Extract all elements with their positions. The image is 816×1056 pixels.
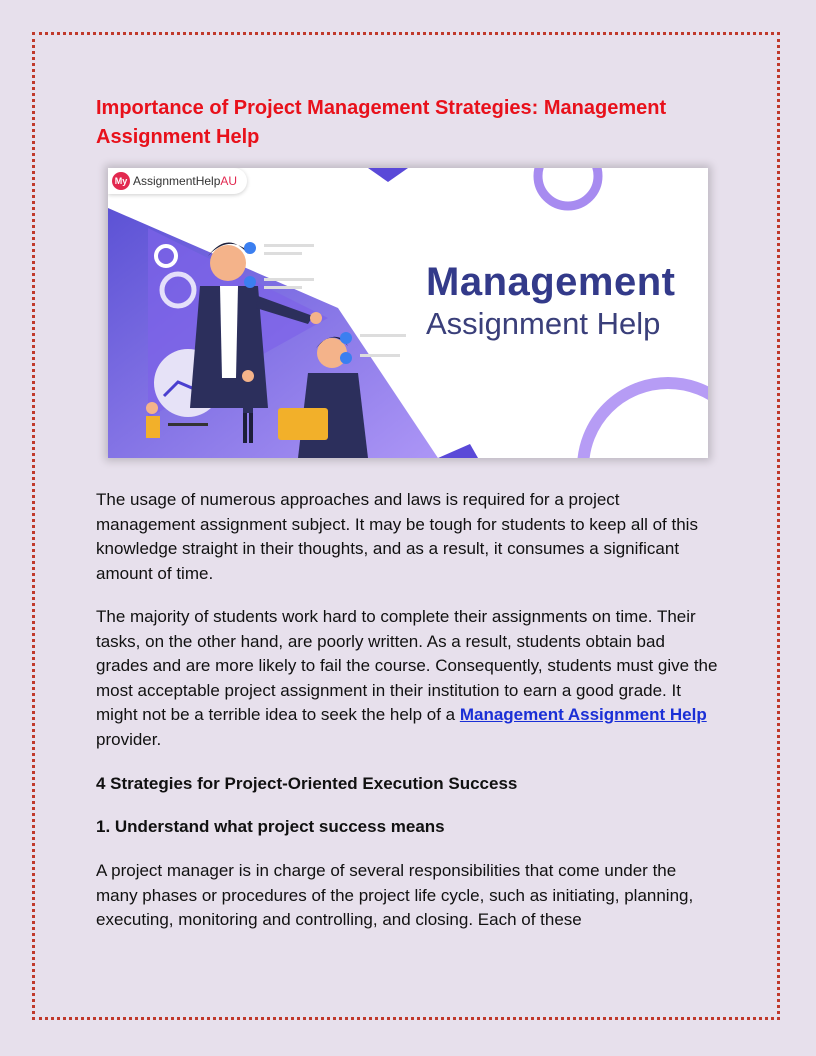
banner-subheading: Assignment Help <box>426 306 661 341</box>
document-body <box>96 94 720 933</box>
paragraph-text-before: The majority of students work hard to complete their assignments on time. Their tasks, on the other hand, are poorly written. As a result, students obtain bad grades and are more likely to fail the course. Consequently, students must give the most acceptable project assignment in their institution to earn a good grade. It might not be a terrible idea to seek the help of a <box>96 607 718 724</box>
banner-heading: Management <box>426 260 676 304</box>
body-paragraph <box>96 605 720 752</box>
intro-paragraph: The usage of numerous approaches and laws is required for a project management assignment subject. It may be tough for students to keep all of this knowledge straight in their thoughts, and as a result, it consumes a significant amount of time. <box>96 490 698 583</box>
paragraph-text-after: provider. <box>96 729 162 749</box>
section-heading: 4 Strategies for Project-Oriented Execution Success <box>96 774 518 793</box>
page-title: Importance of Project Management Strategies: Management Assignment Help <box>96 97 667 148</box>
banner-image <box>108 168 708 458</box>
brand-logo <box>108 168 247 194</box>
management-assignment-help-link[interactable]: Management Assignment Help <box>459 705 707 724</box>
subsection-heading: 1. Understand what project success means <box>96 817 445 836</box>
logo-text-au: AU <box>220 174 238 188</box>
logo-text-main: AssignmentHelp <box>133 174 221 188</box>
logo-text <box>133 174 237 188</box>
logo-badge: My <box>112 172 130 190</box>
closing-paragraph: A project manager is in charge of several responsibilities that come under the many phases or procedures of the project life cycle, such as initiating, planning, executing, monitoring and controlling, and closing. Each of these <box>96 861 694 929</box>
